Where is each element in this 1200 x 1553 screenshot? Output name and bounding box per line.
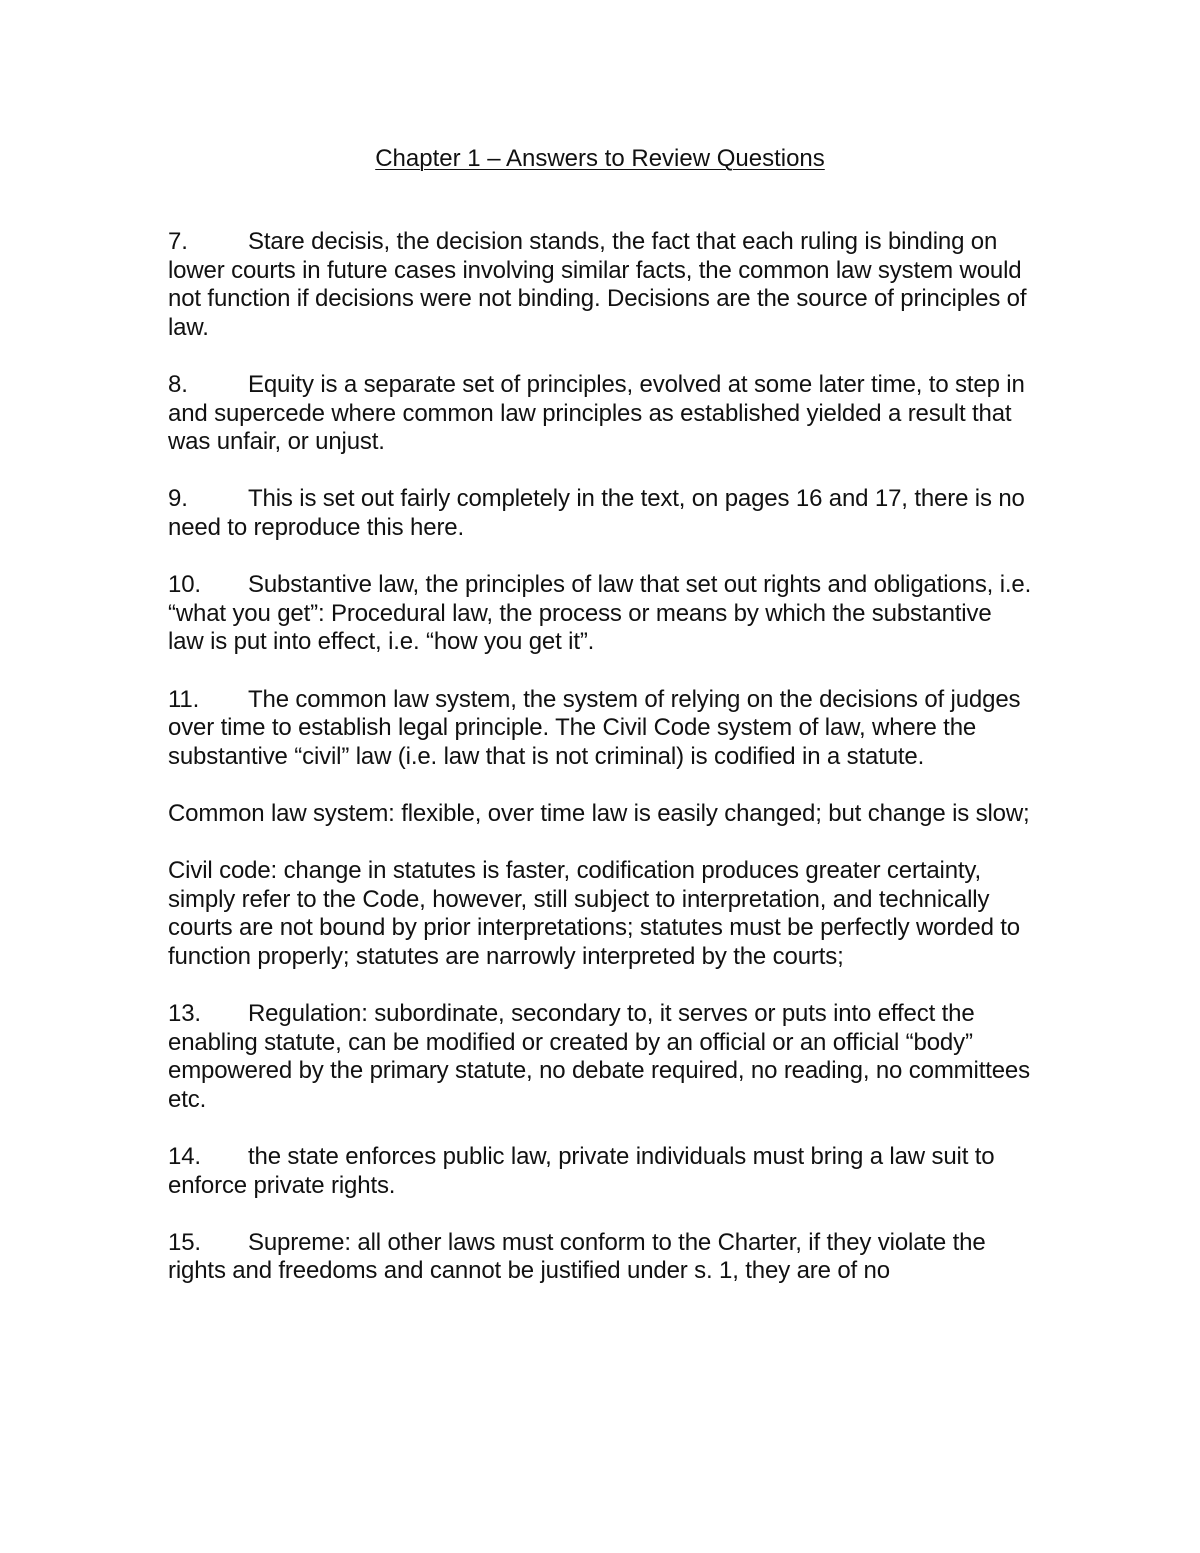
continuation-paragraph: [168, 857, 1032, 971]
answer-number: 11.: [168, 685, 200, 713]
answer-text: The common law system, the system of relying on the decisions of judges over time to establish legal principle. The Civil Code system of law, where the substantive “civil” law (i.e. law that is not criminal) is codified in a statute.: [168, 685, 1021, 770]
answer-paragraph: [168, 571, 1032, 657]
answer-number: 7.: [168, 228, 188, 255]
answer-paragraph: [168, 1229, 1032, 1286]
answer-text: the state enforces public law, private individuals must bring a law suit to enforce private rights.: [168, 1143, 995, 1199]
answer-text: This is set out fairly completely in the text, on pages 16 and 17, there is no need to reproduce this here.: [168, 485, 1025, 541]
answer-text: Supreme: all other laws must conform to the Charter, if they violate the rights and freedoms and cannot be justified under s. 1, they are of no: [168, 1228, 986, 1285]
answer-text: Regulation: subordinate, secondary to, it serves or puts into effect the enabling statute, can be modified or created by an official or an official “body” empowered by the primary statute, no debate required, no reading, no committees etc.: [168, 1000, 1030, 1113]
answer-paragraph: [168, 485, 1032, 542]
answer-number: 15.: [168, 1228, 201, 1256]
answer-number: 8.: [168, 370, 188, 398]
paragraph-text: Common law system: flexible, over time law is easily changed; but change is slow;: [168, 799, 1030, 827]
answer-paragraph: [168, 1000, 1032, 1114]
answer-number: 10.: [168, 571, 201, 599]
page-title: Chapter 1 – Answers to Review Questions: [375, 145, 825, 172]
answer-text: Stare decisis, the decision stands, the fact that each ruling is binding on lower courts in future cases involving similar facts, the common law system would not function if decisions were not binding. Decisions are the source of principles of law.: [168, 228, 1027, 341]
answer-paragraph: [168, 686, 1032, 772]
continuation-paragraph: [168, 800, 1032, 829]
document-body: [168, 228, 1032, 1315]
paragraph-text: Civil code: change in statutes is faster, codification produces greater certainty, simply refer to the Code, however, still subject to interpretation, and technically courts are not bound by prior interpretations; statutes must be perfectly worded to function properly; statutes are narrowly interpreted by the courts;: [168, 857, 1021, 970]
answer-text: Equity is a separate set of principles, evolved at some later time, to step in and supercede where common law principles as established yielded a result that was unfair, or unjust.: [168, 370, 1025, 456]
answer-paragraph: [168, 1143, 1032, 1200]
answer-number: 14.: [168, 1143, 201, 1170]
answer-number: 13.: [168, 1000, 201, 1028]
answer-paragraph: [168, 228, 1032, 342]
answer-text: Substantive law, the principles of law that set out rights and obligations, i.e. “what you get”: Procedural law, the process or means by which the substantive law is put into effect, i.e. “how you get it”.: [168, 571, 1032, 656]
answer-number: 9.: [168, 485, 188, 513]
answer-paragraph: [168, 371, 1032, 457]
